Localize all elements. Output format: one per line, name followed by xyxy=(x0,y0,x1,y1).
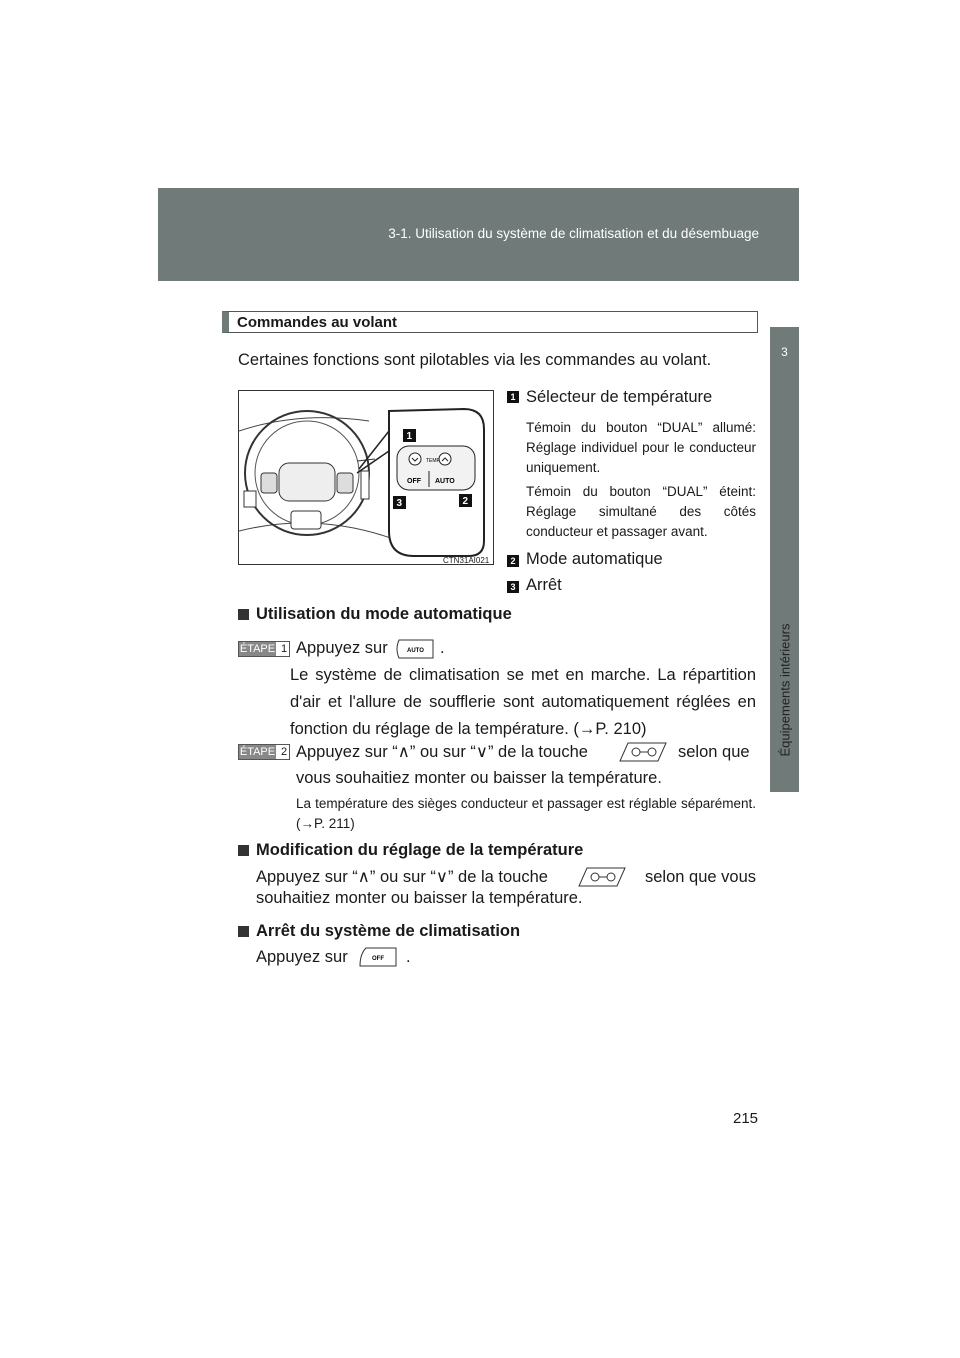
svg-text:OFF: OFF xyxy=(372,956,384,962)
off-button-icon xyxy=(358,946,398,968)
legend-title-3: Arrêt xyxy=(526,576,562,594)
chapter-number: 3 xyxy=(781,345,788,359)
section-title-box xyxy=(222,311,758,333)
step-number: 1 xyxy=(280,643,288,655)
modify-text-b: selon que vous xyxy=(645,868,756,886)
stop-heading xyxy=(238,922,520,941)
fig-callout-2: 2 xyxy=(462,496,469,507)
chapter-title: Équipements intérieurs xyxy=(777,623,792,757)
legend-title-1: Sélecteur de température xyxy=(526,388,713,406)
step-label: ÉTAPE xyxy=(239,643,276,655)
stop-text-b: . xyxy=(406,948,411,966)
section-title: Commandes au volant xyxy=(237,314,398,331)
page-number: 215 xyxy=(733,1110,759,1127)
steering-wheel-illustration xyxy=(239,391,494,565)
breadcrumb: 3-1. Utilisation du système de climatisation et du désembuage xyxy=(388,226,759,241)
stop-heading-text: Arrêt du système de climatisation xyxy=(256,922,521,940)
intro-text: Certaines fonctions sont pilotables via les commandes au volant. xyxy=(238,351,712,369)
step-2-text-a: Appuyez sur “∧” ou sur “∨” de la touche xyxy=(296,743,588,761)
step-1-description: Le système de climatisation se met en marche. La répartition d'air et l'allure de soufflerie sont automatiquement réglées en fonction du réglage de la température. (→P. 210) xyxy=(290,666,756,738)
figure-code: CTN31AI021 xyxy=(443,556,490,565)
steering-wheel-figure xyxy=(238,390,494,565)
step-1-badge xyxy=(238,641,290,657)
step-2-text-b: selon que xyxy=(678,743,750,761)
auto-mode-heading xyxy=(238,605,512,624)
modify-heading xyxy=(238,841,583,860)
modify-heading-text: Modification du réglage de la température xyxy=(256,841,584,859)
step-label: ÉTAPE xyxy=(239,746,276,758)
step-2-text-c: vous souhaitiez monter ou baisser la température. xyxy=(296,769,662,787)
fig-callout-3: 3 xyxy=(396,498,403,509)
temp-rocker-icon xyxy=(577,866,627,888)
step-1-text-a: Appuyez sur xyxy=(296,639,388,657)
legend-note-1: Témoin du bouton “DUAL” allumé: Réglage individuel pour le conducteur uniquement. xyxy=(526,420,756,475)
legend-num-1: 1 xyxy=(507,391,519,403)
chapter-tab-label xyxy=(770,610,799,770)
step-number: 2 xyxy=(280,746,288,758)
modify-text-c: souhaitiez monter ou baisser la température. xyxy=(256,889,583,907)
step-2-note: La température des sièges conducteur et passager est réglable séparément. (→P. 211) xyxy=(296,796,756,831)
square-bullet-icon xyxy=(238,845,249,856)
square-bullet-icon xyxy=(238,926,249,937)
svg-text:AUTO: AUTO xyxy=(407,648,424,654)
legend-num-3: 3 xyxy=(507,581,519,593)
modify-text-a: Appuyez sur “∧” ou sur “∨” de la touche xyxy=(256,868,548,886)
fig-temp-label: TEMP xyxy=(426,458,440,464)
fig-auto-label: AUTO xyxy=(435,478,455,485)
fig-callout-1: 1 xyxy=(406,431,413,442)
square-bullet-icon xyxy=(238,609,249,620)
fig-off-label: OFF xyxy=(407,478,421,485)
legend-note-2: Témoin du bouton “DUAL” éteint: Réglage simultané des côtés conducteur et passager avant. xyxy=(526,484,756,539)
step-2-badge xyxy=(238,744,290,760)
auto-mode-heading-text: Utilisation du mode automatique xyxy=(256,605,512,623)
legend-num-2: 2 xyxy=(507,555,519,567)
stop-text-a: Appuyez sur xyxy=(256,948,348,966)
legend-title-2: Mode automatique xyxy=(526,550,663,568)
chapter-header xyxy=(158,188,799,281)
auto-button-icon xyxy=(395,638,435,660)
temp-rocker-icon xyxy=(618,741,668,763)
step-1-text-b: . xyxy=(440,639,445,657)
